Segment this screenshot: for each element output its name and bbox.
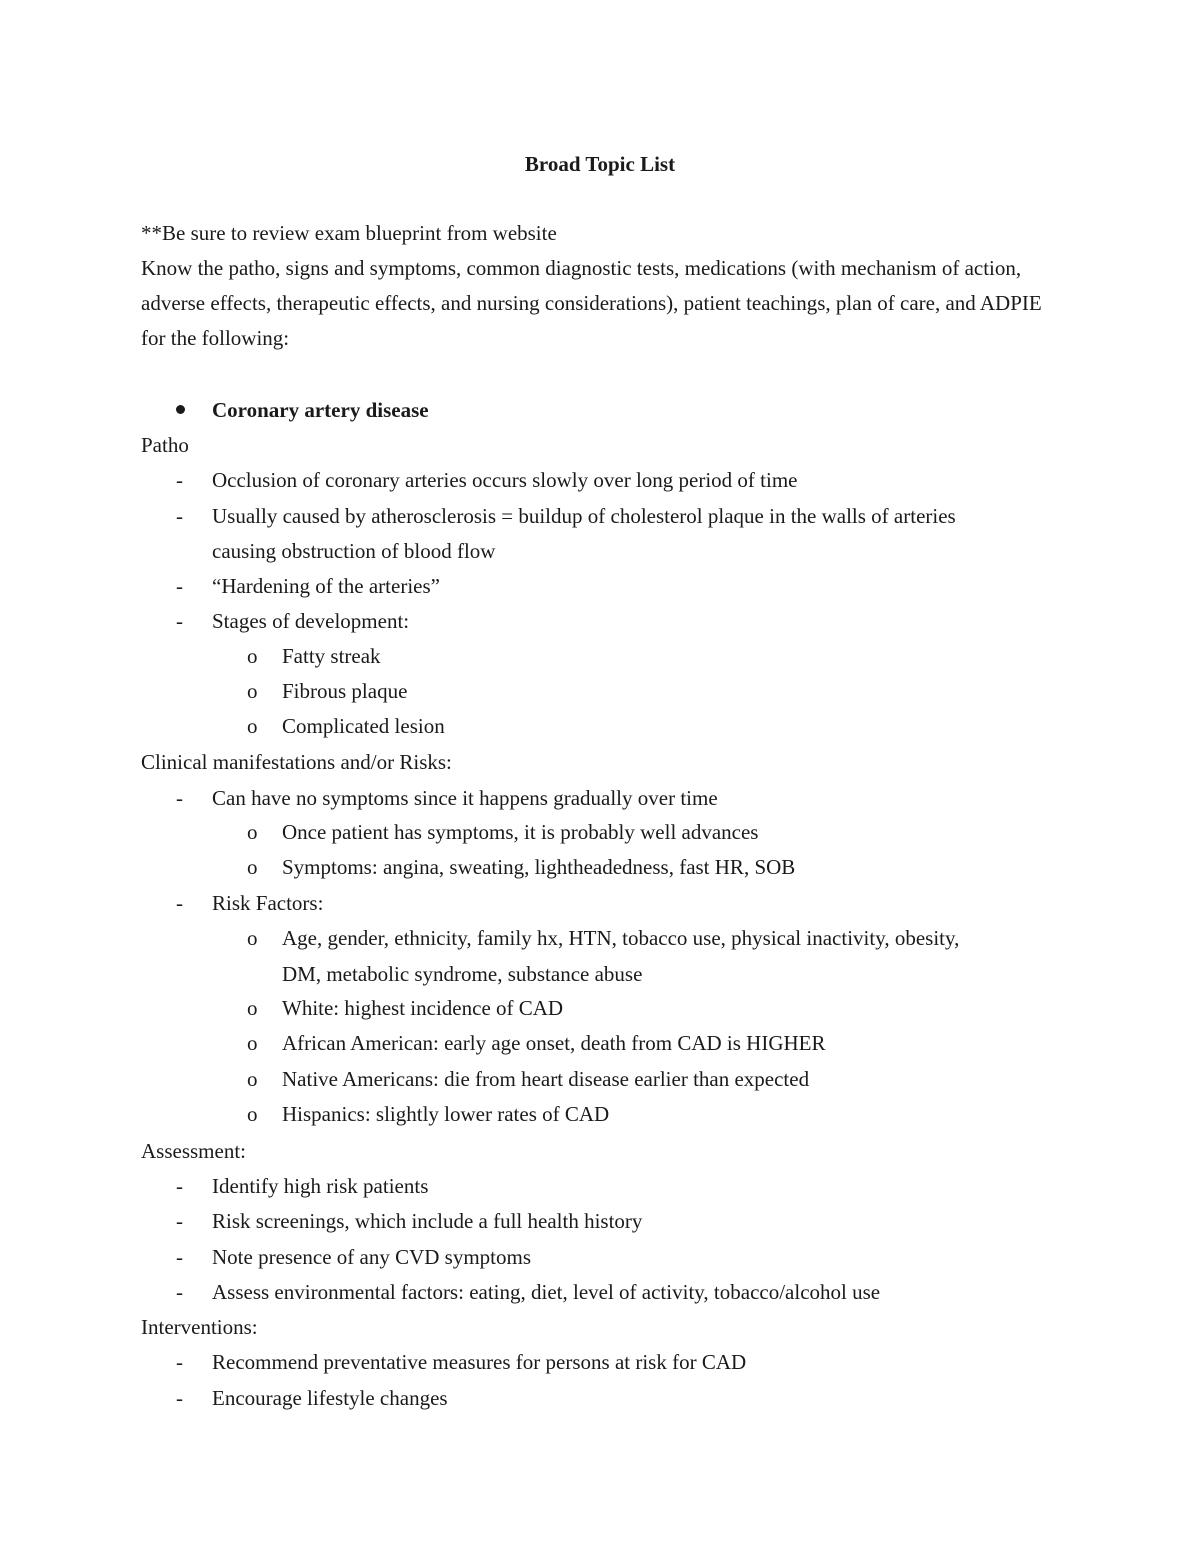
sub-list-item: Complicated lesion [282,714,445,738]
sub-list-item: African American: early age onset, death from CAD is HIGHER [282,1031,826,1055]
list-item: Recommend preventative measures for persons at risk for CAD [212,1350,747,1374]
dash-marker: - [176,1174,183,1198]
section-label-clinical: Clinical manifestations and/or Risks: [141,750,452,774]
dash-marker: - [176,891,183,915]
sub-list-item: Symptoms: angina, sweating, lightheadedness, fast HR, SOB [282,855,796,879]
list-item: Can have no symptoms since it happens gradually over time [212,786,718,810]
section-label-patho: Patho [141,433,189,457]
section-label-assessment: Assessment: [141,1139,246,1163]
dash-marker: - [176,609,183,633]
page-title: Broad Topic List [524,152,676,176]
list-item: Occlusion of coronary arteries occurs slowly over long period of time [212,468,798,492]
list-item: Risk Factors: [212,891,324,915]
dash-marker: - [176,1245,183,1269]
circle-marker: o [247,855,258,879]
list-item-continuation: causing obstruction of blood flow [212,539,496,563]
topic-heading: Coronary artery disease [212,398,429,422]
circle-marker: o [247,679,258,703]
sub-list-item: White: highest incidence of CAD [282,996,564,1020]
sub-list-item: Hispanics: slightly lower rates of CAD [282,1102,610,1126]
circle-marker: o [247,820,258,844]
dash-marker: - [176,786,183,810]
list-item: Identify high risk patients [212,1174,429,1198]
list-item: Usually caused by atherosclerosis = buildup of cholesterol plaque in the walls of arteries [212,504,956,528]
circle-marker: o [247,1102,258,1126]
circle-marker: o [247,714,258,738]
circle-marker: o [247,644,258,668]
list-item: Encourage lifestyle changes [212,1386,448,1410]
list-item: “Hardening of the arteries” [212,574,440,598]
list-item: Note presence of any CVD symptoms [212,1245,532,1269]
circle-marker: o [247,1031,258,1055]
circle-marker: o [247,1067,258,1091]
dash-marker: - [176,504,183,528]
sub-list-item: Age, gender, ethnicity, family hx, HTN, tobacco use, physical inactivity, obesity, [282,926,960,950]
bullet-icon [176,405,185,414]
sub-list-item: Once patient has symptoms, it is probably well advances [282,820,759,844]
intro-note: **Be sure to review exam blueprint from website [141,221,557,245]
list-item: Risk screenings, which include a full health history [212,1209,643,1233]
sub-list-item-continuation: DM, metabolic syndrome, substance abuse [282,962,643,986]
sub-list-item: Native Americans: die from heart disease earlier than expected [282,1067,810,1091]
sub-list-item: Fatty streak [282,644,381,668]
circle-marker: o [247,996,258,1020]
dash-marker: - [176,1209,183,1233]
list-item: Stages of development: [212,609,410,633]
dash-marker: - [176,468,183,492]
dash-marker: - [176,1280,183,1304]
dash-marker: - [176,1350,183,1374]
section-label-interventions: Interventions: [141,1315,258,1339]
circle-marker: o [247,926,258,950]
dash-marker: - [176,574,183,598]
intro-instructions: Know the patho, signs and symptoms, common diagnostic tests, medications (with mechanism of action, adverse effects, therapeutic effects, and nursing considerations), patient teachings, plan of care, and ADPIE for the following: [141,256,1042,350]
list-item: Assess environmental factors: eating, diet, level of activity, tobacco/alcohol use [212,1280,881,1304]
dash-marker: - [176,1386,183,1410]
sub-list-item: Fibrous plaque [282,679,408,703]
